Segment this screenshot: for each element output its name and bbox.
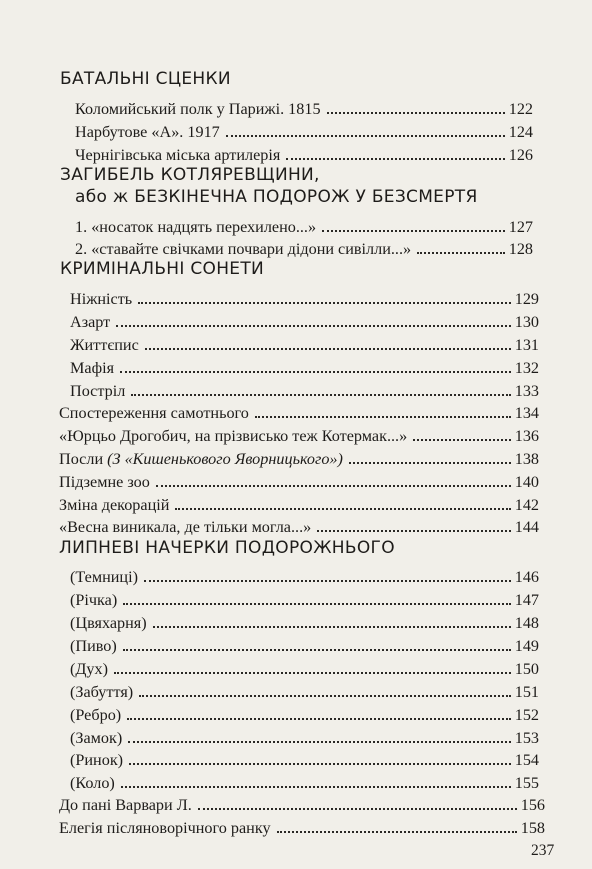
entry-page-number: 147 (514, 591, 539, 609)
entry-title: (Забуття) (70, 683, 134, 701)
toc-entry (70, 590, 539, 610)
toc-entry (59, 495, 539, 515)
dot-leader (286, 158, 504, 160)
entry-page-number: 136 (514, 427, 539, 445)
dot-leader (255, 416, 511, 418)
entry-title: 1. «носаток надцять перехилено...» (75, 218, 317, 236)
entry-page-number: 130 (514, 313, 539, 331)
entry-title: Ніжність (70, 290, 133, 308)
entry-title: (Пиво) (70, 637, 117, 655)
entry-page-number: 150 (514, 660, 539, 678)
toc-entry (59, 472, 539, 492)
entry-page-number: 156 (520, 796, 545, 814)
entry-page-number: 138 (514, 450, 539, 468)
dot-leader (413, 439, 511, 441)
entry-title: Життєпис (70, 336, 139, 354)
entry-title: «Весна виникала, де тільки могла...» (59, 518, 312, 536)
dot-leader (120, 371, 511, 373)
entry-page-number: 149 (514, 637, 539, 655)
entry-page-number: 133 (514, 382, 539, 400)
toc-entry (70, 613, 539, 633)
section-heading: БАТАЛЬНІ СЦЕНКИ (60, 69, 231, 89)
entry-page-number: 155 (514, 774, 539, 792)
dot-leader (128, 741, 510, 743)
section-heading: або ж БЕЗКІНЕЧНА ПОДОРОЖ У БЕЗСМЕРТЯ (75, 187, 478, 207)
toc-entry (70, 289, 539, 309)
toc-entry (70, 381, 539, 401)
toc-entry (75, 145, 533, 165)
dot-leader (327, 112, 505, 114)
toc-entry (75, 217, 533, 237)
entry-title: Посли (59, 450, 104, 468)
entry-page-number: 140 (514, 473, 539, 491)
entry-title: Чернігівська міська артилерія (75, 146, 281, 164)
entry-title: (Ребро) (70, 706, 122, 724)
toc-entry (70, 659, 539, 679)
section-heading: ЛИПНЕВІ НАЧЕРКИ ПОДОРОЖНЬОГО (59, 538, 395, 558)
entry-page-number: 153 (514, 729, 539, 747)
dot-leader (144, 580, 511, 582)
toc-entry (75, 99, 533, 119)
toc-entry (59, 426, 539, 446)
entry-page-number: 146 (514, 568, 539, 586)
entry-title: (Замок) (70, 729, 123, 747)
entry-page-number: 144 (514, 518, 539, 536)
toc-entry (59, 403, 539, 423)
entry-page-number: 134 (514, 404, 539, 422)
dot-leader (322, 230, 505, 232)
entry-page-number: 152 (514, 706, 539, 724)
entry-title: Азарт (70, 313, 111, 331)
toc-entry (59, 449, 539, 469)
entry-title: (Річка) (70, 591, 118, 609)
entry-page-number: 128 (508, 240, 533, 258)
section-heading: ЗАГИБЕЛЬ КОТЛЯРЕВЩИНИ, (60, 165, 320, 185)
entry-title: 2. «ставайте свічками почвари дідони сивілли...» (75, 240, 412, 258)
entry-page-number: 132 (514, 359, 539, 377)
toc-entry (70, 358, 539, 378)
entry-subtitle: (З «Кишенькового Яворницького») (107, 450, 343, 468)
dot-leader (123, 603, 510, 605)
entry-page-number: 131 (514, 336, 539, 354)
entry-title: Мафія (70, 359, 115, 377)
toc-entry (70, 567, 539, 587)
entry-title: Зміна декорацій (59, 496, 170, 514)
toc-entry (70, 312, 539, 332)
toc-entry (70, 728, 539, 748)
section-heading: КРИМІНАЛЬНІ СОНЕТИ (60, 259, 265, 279)
entry-page-number: 142 (514, 496, 539, 514)
entry-page-number: 151 (514, 683, 539, 701)
toc-entry (70, 773, 539, 793)
dot-leader (127, 718, 511, 720)
entry-title: (Темниці) (70, 568, 138, 586)
toc-entry (70, 335, 539, 355)
entry-title: (Ринок) (70, 751, 124, 769)
dot-leader (138, 302, 511, 304)
entry-title: (Коло) (70, 774, 115, 792)
dot-leader (349, 462, 511, 464)
toc-entry (75, 122, 533, 142)
page-number: 237 (531, 842, 555, 859)
entry-title: Спостереження самотнього (59, 404, 249, 422)
toc-entry (59, 818, 545, 838)
toc-entry (70, 636, 539, 656)
dot-leader (145, 348, 511, 350)
entry-page-number: 129 (514, 290, 539, 308)
entry-title: Нарбутове «А». 1917 (75, 123, 220, 141)
entry-page-number: 122 (508, 100, 533, 118)
entry-page-number: 154 (514, 751, 539, 769)
toc-entry (75, 239, 533, 259)
toc-entry (59, 517, 539, 537)
entry-title: Коломийський полк у Парижі. 1815 (75, 100, 321, 118)
dot-leader (417, 252, 505, 254)
toc-entry (70, 750, 539, 770)
dot-leader (116, 325, 510, 327)
dot-leader (131, 394, 510, 396)
dot-leader (175, 508, 510, 510)
dot-leader (317, 530, 511, 532)
dot-leader (226, 135, 505, 137)
entry-page-number: 124 (508, 123, 533, 141)
dot-leader (156, 485, 511, 487)
toc-entry (70, 682, 539, 702)
dot-leader (114, 672, 511, 674)
entry-page-number: 126 (508, 146, 533, 164)
entry-page-number: 127 (508, 218, 533, 236)
entry-title: Елегія післяноворічного ранку (59, 819, 271, 837)
toc-entry (70, 705, 539, 725)
toc-entry (59, 795, 545, 815)
dot-leader (123, 649, 511, 651)
dot-leader (198, 808, 517, 810)
dot-leader (121, 786, 511, 788)
entry-page-number: 158 (520, 819, 545, 837)
entry-page-number: 148 (514, 614, 539, 632)
dot-leader (153, 626, 511, 628)
dot-leader (139, 695, 511, 697)
entry-title: «Юрцьо Дрогобич, на прізвисько теж Котермак...» (59, 427, 408, 445)
entry-title: (Цвяхарня) (70, 614, 147, 632)
entry-title: Постріл (70, 382, 126, 400)
dot-leader (277, 831, 517, 833)
entry-title: Підземне зоо (59, 473, 150, 491)
dot-leader (129, 763, 511, 765)
entry-title: До пані Варвари Л. (59, 796, 192, 814)
entry-title: (Дух) (70, 660, 109, 678)
